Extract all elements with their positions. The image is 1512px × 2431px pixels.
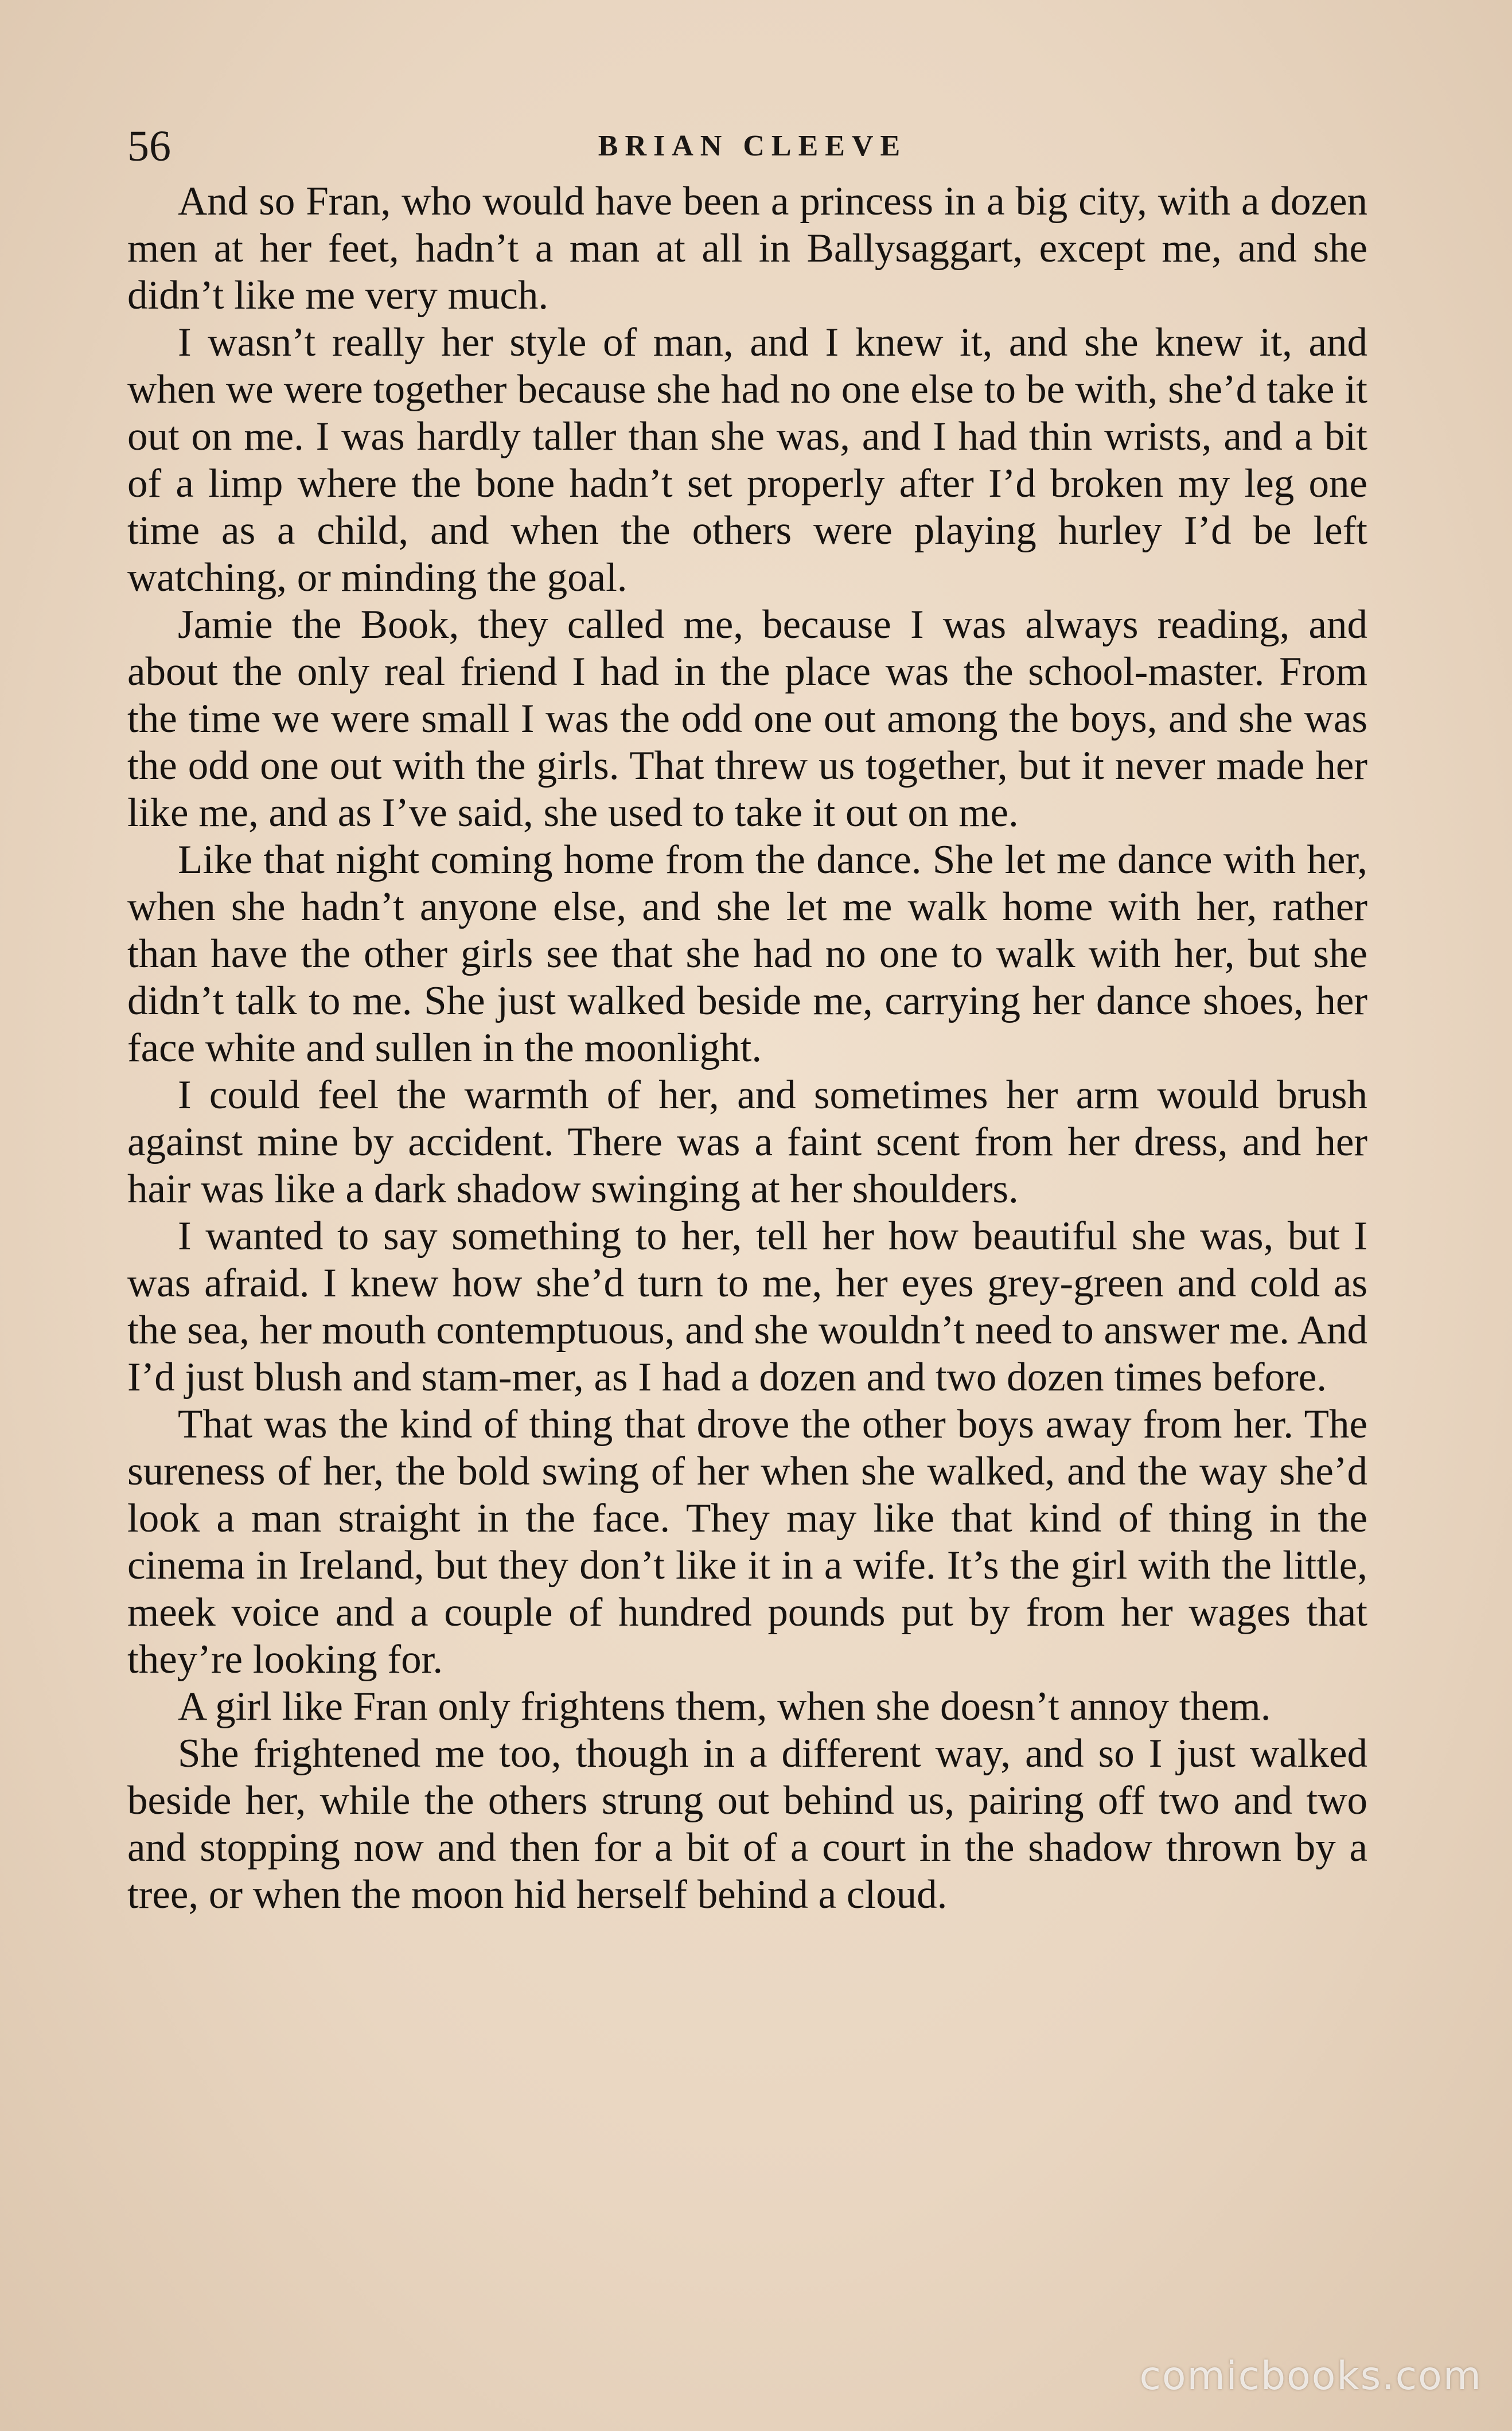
paragraph: And so Fran, who would have been a princess in a big city, with a dozen men at her feet, hadn’t a man at all in Ballysaggart, except me, and she didn’t like me very much. — [127, 179, 1367, 318]
page-number: 56 — [127, 122, 171, 170]
paragraph: I could feel the warmth of her, and sometimes her arm would brush against mine by accident. There was a faint scent from her dress, and her hair was like a dark shadow swinging at her shoulders. — [127, 1073, 1367, 1211]
paragraph: Jamie the Book, they called me, because I was always reading, and about the only real friend I had in the place was the school-master. From the time we were small I was the odd one out among the boys, and she was the odd one out with the girls. That threw us together, but it never made her like me, and as I’ve said, she used to take it out on me. — [127, 602, 1367, 835]
running-head: BRIAN CLEEVE — [598, 130, 907, 162]
paragraph: She frightened me too, though in a different way, and so I just walked beside her, while the others strung out behind us, pairing off two and two and stopping now and then for a bit of a court in the shadow thrown by a tree, or when the moon hid herself behind a cloud. — [127, 1731, 1367, 1917]
paragraph: That was the kind of thing that drove the other boys away from her. The sureness of her, the bold swing of her when she walked, and the way she’d look a man straight in the face. They may like that kind of thing in the cinema in Ireland, but they don’t like it in a wife. It’s the girl with the little, meek voice and a couple of hundred pounds put by from her wages that they’re looking for. — [127, 1402, 1367, 1682]
paragraph: I wasn’t really her style of man, and I knew it, and she knew it, and when we were together because she had no one else to be with, she’d take it out on me. I was hardly taller than she was, and I had thin wrists, and a bit of a limp where the bone hadn’t set properly after I’d broken my leg one time as a child, and when the others were playing hurley I’d be left watching, or minding the goal. — [127, 320, 1367, 600]
paragraph: Like that night coming home from the dance. She let me dance with her, when she hadn’t anyone else, and she let me walk home with her, rather than have the other girls see that she had no one to walk with her, but she didn’t talk to me. She just walked beside me, carrying her dance shoes, her face white and sullen in the moonlight. — [127, 837, 1367, 1070]
watermark: comicbooks.com — [1139, 2354, 1482, 2399]
paragraph: A girl like Fran only frightens them, when she doesn’t annoy them. — [178, 1684, 1271, 1729]
paragraph: I wanted to say something to her, tell her how beautiful she was, but I was afraid. I knew how she’d turn to me, her eyes grey-green and cold as the sea, her mouth contemptuous, and she wouldn’t need to answer me. And I’d just blush and stam-mer, as I had a dozen and two dozen times before. — [127, 1214, 1367, 1400]
body-text — [127, 178, 1367, 1918]
page-header — [127, 120, 1378, 172]
